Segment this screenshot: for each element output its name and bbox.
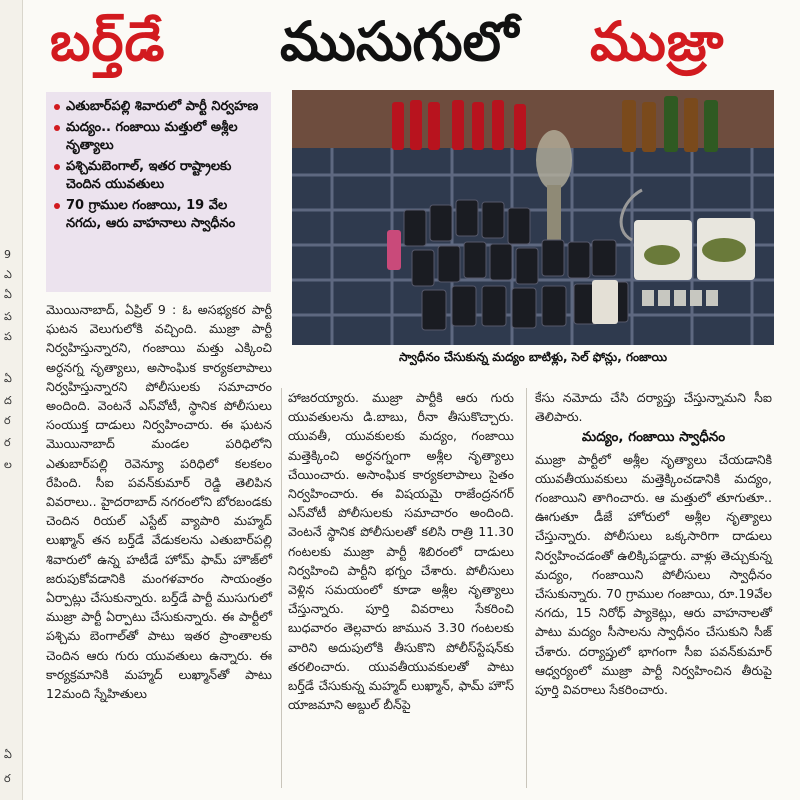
edge-char: ప	[4, 330, 12, 343]
bullet-dot-icon	[54, 104, 60, 110]
edge-char: ఎ	[4, 268, 12, 281]
highlight-item: 70 గ్రాముల గంజాయి, 19 వేల నగదు, ఆరు వాహనాలు స్వాధీనం	[54, 197, 265, 233]
edge-char: ల	[4, 458, 12, 471]
edge-char: ఏ	[4, 288, 12, 301]
edge-char: 9	[4, 248, 11, 261]
column-divider	[281, 388, 282, 788]
highlight-item: పశ్చిమబెంగాల్, ఇతర రాష్ట్రాలకు చెందిన యువతులు	[54, 158, 265, 194]
headline-part-1: బర్త్‌డే	[50, 10, 166, 73]
photo-illustration	[292, 90, 774, 345]
column-divider	[526, 388, 527, 788]
headline	[30, 6, 800, 84]
edge-char: ర	[4, 772, 11, 785]
article-column-2: హాజరయ్యారు. ముజ్రా పార్టీకి ఆరు గురు యువతులను డి.బాబు, రీనా తీసుకొచ్చారు. యువతీ, యువకులకు మద్యం, గంజాయి మత్తెక్కించి అర్ధనగ్నంగా అశ్లీల నృత్యాలు చేయించారు. అసాంఘిక కార్యకలాపాలు సైతం నిర్వహించారు. ఈ విషయమై రాజేంద్రనగర్ ఎస్‌వోటీ పోలీసులకు సమాచారం అందింది. వెంటనే స్థానిక పోలీసులతో కలిసి రాత్రి 11.30 గంటలకు ముజ్రా పార్టీ శిబిరంలో దాడులు నిర్వహించి పార్టీని భగ్నం చేశారు. పోలీసులు వెళ్లిన సమయంలో కూడా అశ్లీల నృత్యాలు చేస్తున్నారు. పూర్తి వివరాలు సేకరించి బుధవారం తెల్లవారు జామున 3.30 గంటలకు వారిని అదుపులోకి తీసుకొని పోలీస్‌స్టేషన్‌కు తరలించారు. యువతీయువకులతో పాటు బర్త్‌డే చేసుకున్న మహ్మద్ లుఖ్మాన్, ఫామ్ హౌస్ యాజమాని అబ్దుల్ బీన్‌పై	[288, 390, 514, 713]
edge-char: ర	[4, 436, 11, 449]
photo-caption: స్వాధీనం చేసుకున్న మద్యం బాటిళ్లు, సెల్ ఫోన్లు, గంజాయి	[398, 350, 668, 364]
bullet-dot-icon	[54, 203, 60, 209]
article-column-3	[535, 388, 772, 699]
edge-char: ఏ	[4, 372, 12, 385]
headline-part-3: ముజ్రా	[590, 10, 725, 73]
highlight-item: ఎతుబార్‌పల్లి శివారులో పార్టీ నిర్వహణ	[54, 98, 265, 116]
column-3-intro: కేసు నమోదు చేసి దర్యాప్తు చేస్తున్నామని సీఐ తెలిపారు.	[535, 390, 772, 425]
edge-char: ప	[4, 310, 12, 323]
highlights-box	[46, 92, 271, 292]
highlight-item: మద్యం.. గంజాయి మత్తులో అశ్లీల నృత్యాలు	[54, 119, 265, 155]
edge-char: ర	[4, 414, 11, 427]
edge-char: ఏ	[4, 748, 12, 761]
column-3-body: ముజ్రా పార్టీలో అశ్లీల నృత్యాలు చేయడానికి యువతీయువకులు మత్తెక్కించడానికి మద్యం, గంజాయిని తాగించారు. ఆ మత్తులో తూగుతూ.. ఊగుతూ డీజే హోరులో అశ్లీల నృత్యాలు చేస్తున్నారు. పోలీసులు ఒక్కసారిగా దాడులు నిర్వహించడంతో ఉలిక్కిపడ్డారు. వాళ్లు తెచ్చుకున్న మద్యం, గంజాయిని పోలీసులు స్వాధీనం చేసుకున్నారు. 70 గ్రాముల గంజాయి, రూ.19వేల నగదు, 15 నిరోధ్ ప్యాకెట్లు, ఆరు వాహనాలతో పాటు మద్యం సీసాలను స్వాధీనం చేసుకుని సీజ్ చేశారు. దర్యాప్తులో భాగంగా సీఐ పవన్‌కుమార్ ఆధ్వర్యంలో ముజ్రా పార్టీ నిర్వహించిన తీరుపై పూర్తి వివరాలు సేకరించారు.	[535, 451, 772, 698]
adjacent-article-edge	[0, 0, 23, 800]
seized-items-photo	[292, 90, 774, 345]
bullet-dot-icon	[54, 125, 60, 131]
headline-part-2: ముసుగులో	[280, 10, 519, 73]
subheading: మద్యం, గంజాయి స్వాధీనం	[581, 429, 726, 446]
article-column-1: మొయినాబాద్, ఏప్రిల్ 9 : ఓ అసభ్యకర పార్టీ ఘటన వెలుగులోకి వచ్చింది. ముజ్రా పార్టీ నిర్వహిస్తున్నారని, గంజాయి మత్తు ఎక్కించి అర్ధనగ్న నృత్యాలు, అసాంఘిక కార్యకలాపాలు నిర్వహిస్తున్నారని పోలీసులకు సమాచారం అందింది. వెంటనే ఎస్‌వోటీ, స్థానిక పోలీసులు సంయుక్త దాడులు నిర్వహించారు. ఈ ఘటన మొయినాబాద్ మండల పరిధిలోని ఎతుబార్‌పల్లి రెవెన్యూ పరిధిలో కలకలం రేపింది. సీఐ పవన్‌కుమార్ రెడ్డి తెలిపిన వివరాలు.. హైదరాబాద్ నగరంలోని బోరబండకు చెందిన రియల్ ఎస్టేట్ వ్యాపారి మహ్మద్ లుఖ్మాన్ తన బర్త్‌డే వేడుకలను ఎతుబార్‌పల్లి శివారులో ఉన్న హటీడే హోమ్ ఫామ్ హౌజ్‌లో జరుపుకోవడానికి మంగళవారం సాయంత్రం ఏర్పాట్లు చేసుకున్నారు. బర్త్‌డే పార్టీ ముసుగులో ముజ్రా పార్టీ ఏర్పాటు చేసుకున్నారు. ఈ పార్టీలో పశ్చిమ బెంగాల్‌తో పాటు ఇతర ప్రాంతాలకు చెందిన ఆరు గురు యువతులు ఉన్నారు. ఈ కార్యక్రమానికి మహ్మద్ లుఖ్మాన్‌తో పాటు 12మంది స్నేహితులు	[46, 302, 272, 702]
edge-char: ద	[4, 394, 12, 407]
bullet-dot-icon	[54, 164, 60, 170]
